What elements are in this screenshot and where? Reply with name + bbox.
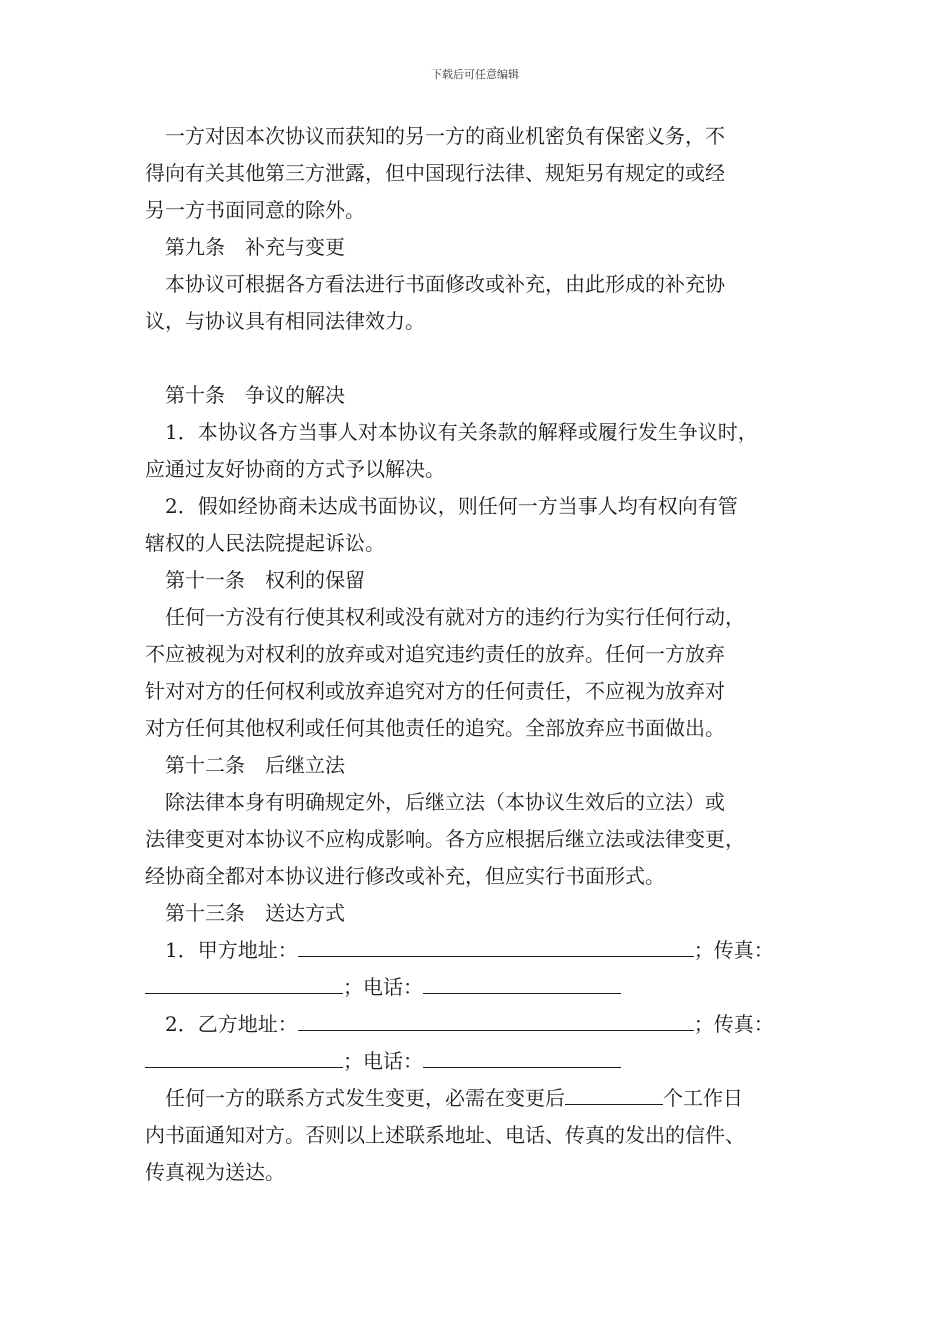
article11-line-4: 对方任何其他权利或任何其他责任的追究。全部放弃应书面做出。 xyxy=(145,716,725,740)
confidentiality-line-3: 另一方书面同意的除外。 xyxy=(145,198,365,222)
article10-item2-line-1: 2．假如经协商未达成书面协议，则任何一方当事人均有权向有管 xyxy=(165,494,738,518)
article12-line-3: 经协商全都对本协议进行修改或补充，但应实行书面形式。 xyxy=(145,864,665,888)
document-body xyxy=(145,118,815,1191)
party-b-address-row xyxy=(145,1006,815,1043)
party-a-address-row xyxy=(145,932,815,969)
confidentiality-line-1: 一方对因本次协议而获知的另一方的商业机密负有保密义务，不 xyxy=(165,124,725,148)
page-header-note: 下载后可任意编辑 xyxy=(431,68,519,81)
party-b-address-label: 2．乙方地址： xyxy=(165,1012,298,1036)
article11-line-2: 不应被视为对权利的放弃或对追究违约责任的放弃。任何一方放弃 xyxy=(145,642,725,666)
article11-heading: 第十一条 权利的保留 xyxy=(165,568,365,592)
notice-line-1 xyxy=(145,1080,815,1117)
working-days-blank[interactable] xyxy=(565,1082,663,1105)
article11-line-1: 任何一方没有行使其权利或没有就对方的违约行为实行任何行动， xyxy=(165,605,745,629)
article10-heading: 第十条 争议的解决 xyxy=(165,383,345,407)
party-b-address-blank[interactable] xyxy=(298,1008,694,1031)
article10-item2-line-2: 辖权的人民法院提起诉讼。 xyxy=(145,531,385,555)
article13-heading: 第十三条 送达方式 xyxy=(165,901,345,925)
article10-item1-line-1: 1．本协议各方当事人对本协议有关条款的解释或履行发生争议时， xyxy=(165,420,758,444)
party-a-fax-label: ；传真： xyxy=(693,938,774,962)
paragraph-spacer xyxy=(145,340,815,377)
confidentiality-line-2: 得向有关其他第三方泄露，但中国现行法律、规矩另有规定的或经 xyxy=(145,161,725,185)
party-a-address-blank[interactable] xyxy=(298,934,694,957)
article12-line-2: 法律变更对本协议不应构成影响。各方应根据后继立法或法律变更， xyxy=(145,827,745,851)
party-b-phone-label: ；电话： xyxy=(343,1049,423,1073)
article10-item1-line-2: 应通过友好协商的方式予以解决。 xyxy=(145,457,445,481)
article11-line-3: 针对对方的任何权利或放弃追究对方的任何责任，不应视为放弃对 xyxy=(145,679,725,703)
notice-line-3: 传真视为送达。 xyxy=(145,1160,285,1184)
party-b-phone-blank[interactable] xyxy=(423,1045,621,1068)
article12-heading: 第十二条 后继立法 xyxy=(165,753,345,777)
party-b-fax-label: ；传真： xyxy=(693,1012,774,1036)
article9-line-1: 本协议可根据各方看法进行书面修改或补充，由此形成的补充协 xyxy=(165,272,725,296)
party-b-fax-blank[interactable] xyxy=(145,1045,343,1068)
article12-line-1: 除法律本身有明确规定外，后继立法（本协议生效后的立法）或 xyxy=(165,790,725,814)
notice-text-a: 任何一方的联系方式发生变更，必需在变更后 xyxy=(165,1086,565,1110)
article9-line-2: 议，与协议具有相同法律效力。 xyxy=(145,309,425,333)
party-b-contact-row xyxy=(145,1043,815,1080)
party-a-phone-blank[interactable] xyxy=(423,971,621,994)
notice-line-2: 内书面通知对方。否则以上述联系地址、电话、传真的发出的信件、 xyxy=(145,1123,745,1147)
party-a-phone-label: ；电话： xyxy=(343,975,423,999)
party-a-contact-row xyxy=(145,969,815,1006)
party-a-fax-blank[interactable] xyxy=(145,971,343,994)
article9-heading: 第九条 补充与变更 xyxy=(165,235,345,259)
notice-text-b: 个工作日 xyxy=(663,1086,743,1110)
party-a-address-label: 1．甲方地址： xyxy=(165,938,298,962)
